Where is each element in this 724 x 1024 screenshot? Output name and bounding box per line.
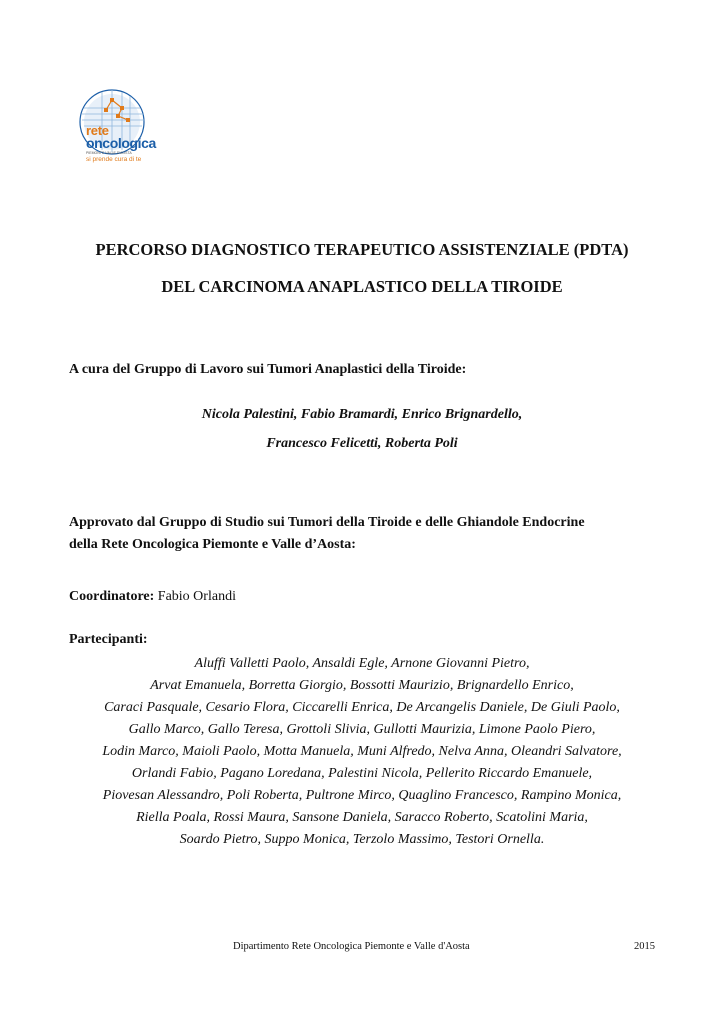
participants-line: Caraci Pasquale, Cesario Flora, Ciccarelli Enrica, De Arcangelis Daniele, De Giuli Paolo, — [104, 700, 620, 715]
authors-line1: Nicola Palestini, Fabio Bramardi, Enrico Brignardello, — [201, 407, 523, 422]
participants-line: Riella Poala, Rossi Maura, Sansone Daniela, Saracco Roberto, Scatolini Maria, — [136, 810, 588, 825]
participants-line: Orlandi Fabio, Pagano Loredana, Palestini Nicola, Pellerito Riccardo Emanuele, — [131, 766, 593, 781]
coordinator — [69, 589, 236, 605]
participants-line: Lodin Marco, Maioli Paolo, Motta Manuela, Muni Alfredo, Nelva Anna, Oleandri Salvatore, — [102, 744, 622, 759]
approval-statement — [69, 512, 585, 556]
approval-line1: Approvato dal Gruppo di Studio sui Tumori della Tiroide e delle Ghiandole Endocrine — [69, 515, 585, 530]
authors-line2: Francesco Felicetti, Roberta Poli — [266, 436, 458, 451]
footer-year: 2015 — [634, 941, 655, 952]
logo-word-oncologica: oncologica — [86, 135, 156, 151]
participants-line: Gallo Marco, Gallo Teresa, Grottoli Slivia, Gullotti Maurizia, Limone Paolo Piero, — [128, 722, 596, 737]
participants-line: Soardo Pietro, Suppo Monica, Terzolo Massimo, Testori Ornella. — [179, 832, 545, 847]
document-title-line2: DEL CARCINOMA ANAPLASTICO DELLA TIROIDE — [161, 277, 563, 296]
participants-line: Arvat Emanuela, Borretta Giorgio, Bossotti Maurizio, Brignardello Enrico, — [150, 678, 574, 693]
approval-line2: della Rete Oncologica Piemonte e Valle d’Aosta: — [69, 537, 356, 552]
participants-list — [0, 653, 724, 851]
rete-oncologica-logo — [72, 86, 172, 166]
participants-line: Piovesan Alessandro, Poli Roberta, Pultrone Mirco, Quaglino Francesco, Rampino Monica, — [102, 788, 622, 803]
participants-label: Partecipanti: — [69, 632, 148, 647]
logo-tagline: si prende cura di te — [86, 156, 142, 163]
footer-department: Dipartimento Rete Oncologica Piemonte e Valle d'Aosta — [233, 941, 470, 952]
document-title-line1: PERCORSO DIAGNOSTICO TERAPEUTICO ASSISTENZIALE (PDTA) — [95, 240, 629, 259]
coordinator-label: Coordinatore: — [69, 589, 155, 604]
coordinator-name: Fabio Orlandi — [157, 589, 236, 604]
logo-word-rete: rete — [86, 123, 109, 138]
logo-region-text: PIEMONTE VALLE D'AOSTA — [86, 151, 132, 155]
working-group-heading: A cura del Gruppo di Lavoro sui Tumori Anaplastici della Tiroide: — [69, 362, 467, 377]
participants-line: Aluffi Valletti Paolo, Ansaldi Egle, Arnone Giovanni Pietro, — [194, 656, 530, 671]
